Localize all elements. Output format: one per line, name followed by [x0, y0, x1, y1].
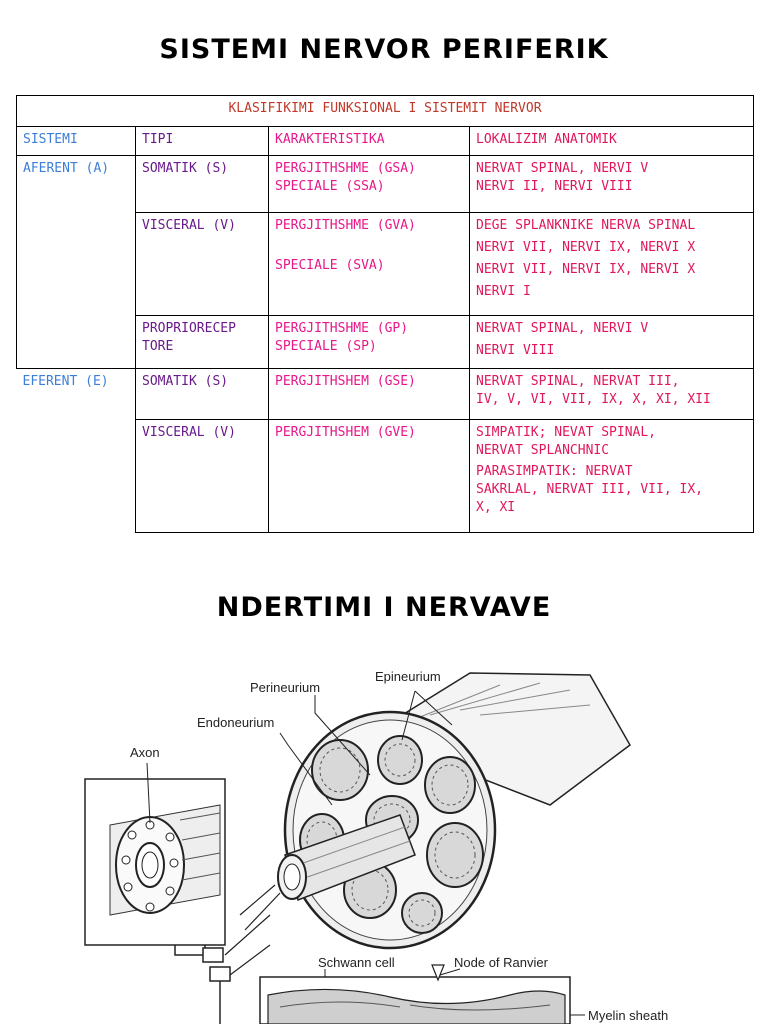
karakteristika-cell: [269, 369, 470, 420]
lokalizim-line: NERVI I: [476, 284, 531, 299]
lokalizim-line: NERVAT SPINAL, NERVAT III,: [476, 374, 680, 389]
sistemi-eferent: EFERENT (E): [22, 374, 109, 389]
karakteristika-line: PERGJITHSHME (GVA): [275, 218, 416, 233]
karakteristika-cell: [269, 316, 470, 369]
table-caption: KLASIFIKIMI FUNKSIONAL I SISTEMIT NERVOR: [17, 96, 754, 127]
karakteristika-line: PERGJITHSHME (GP): [275, 321, 409, 336]
table-row: [17, 156, 754, 213]
karakteristika-line: SPECIALE (SP): [275, 339, 377, 354]
inset-fibre-bundle: [110, 805, 220, 915]
lokalizim-line: X, XI: [476, 500, 516, 515]
lokalizim-line: IV, V, VI, VII, IX, X, XI, XII: [476, 392, 711, 407]
karakteristika-cell: [269, 213, 470, 316]
label-endoneurium: Endoneurium: [197, 715, 275, 730]
label-node-of-ranvier: Node of Ranvier: [454, 955, 548, 970]
sistemi-cell: [17, 156, 136, 369]
label-schwann-cell: Schwann cell: [318, 955, 395, 970]
label-epineurium: Epineurium: [375, 669, 441, 684]
tipi-cell: [136, 316, 269, 369]
section-title: NDERTIMI I NERVAVE: [216, 592, 552, 623]
myelin-panel: [260, 965, 570, 1024]
lokalizim-line: SIMPATIK; NEVAT SPINAL,: [476, 425, 657, 440]
karakteristika-line: SPECIALE (SSA): [275, 179, 385, 194]
nerve-structure-diagram: [70, 655, 710, 1024]
tipi-cell: VISCERAL (V): [136, 420, 269, 533]
lokalizim-line: SAKRLAL, NERVAT III, VII, IX,: [476, 482, 703, 497]
lokalizim-line: NERVI VII, NERVI IX, NERVI X: [476, 240, 696, 255]
lokalizim-line: NERVI VII, NERVI IX, NERVI X: [476, 262, 696, 277]
sistemi-aferent: AFERENT (A): [23, 161, 110, 176]
tipi-cell: VISCERAL (V): [136, 213, 269, 316]
lokalizim-line: NERVAT SPLANCHNIC: [476, 443, 610, 458]
lokalizim-line: PARASIMPATIK: NERVAT: [476, 464, 633, 479]
table-caption-row: [17, 96, 754, 127]
lokalizim-cell: [470, 420, 754, 533]
connector-box: [210, 967, 230, 981]
label-myelin-sheath: Myelin sheath: [588, 1008, 669, 1023]
lokalizim-line: NERVAT SPINAL, NERVI V: [476, 161, 649, 176]
karakteristika-line: SPECIALE (SVA): [275, 258, 385, 273]
header-lokalizim: LOKALIZIM ANATOMIK: [470, 127, 754, 156]
lokalizim-line: NERVI II, NERVI VIII: [476, 179, 633, 194]
header-karakteristika: KARAKTERISTIKA: [269, 127, 470, 156]
lokalizim-cell: [470, 369, 754, 420]
lokalizim-cell: [470, 316, 754, 369]
label-perineurium: Perineurium: [250, 680, 321, 695]
lokalizim-cell: [470, 156, 754, 213]
header-sistemi: SISTEMI: [17, 127, 136, 156]
lokalizim-line: NERVI VIII: [476, 343, 555, 358]
karakteristika-line: PERGJITHSHEM (GSE): [275, 374, 416, 389]
karakteristika-line: PERGJITHSHME (GSA): [275, 161, 416, 176]
lokalizim-line: DEGE SPLANKNIKE NERVA SPINAL: [476, 218, 696, 233]
karakteristika-cell: [269, 156, 470, 213]
page-title: SISTEMI NERVOR PERIFERIK: [159, 34, 609, 65]
tipi-cell: SOMATIK (S): [136, 156, 269, 213]
karakteristika-cell: [269, 420, 470, 533]
lokalizim-line: NERVAT SPINAL, NERVI V: [476, 321, 649, 336]
tipi-line: PROPRIORECEP: [142, 321, 236, 336]
table-row: [17, 369, 754, 420]
sistemi-cell: [17, 369, 136, 533]
lokalizim-cell: [470, 213, 754, 316]
label-axon: Axon: [130, 745, 160, 760]
classification-table: [16, 95, 754, 533]
karakteristika-line: PERGJITHSHEM (GVE): [275, 425, 416, 440]
table-header-row: [17, 127, 754, 156]
header-tipi: TIPI: [136, 127, 269, 156]
tipi-line: TORE: [142, 339, 174, 354]
connector-box: [203, 948, 223, 962]
tipi-cell: SOMATIK (S): [136, 369, 269, 420]
